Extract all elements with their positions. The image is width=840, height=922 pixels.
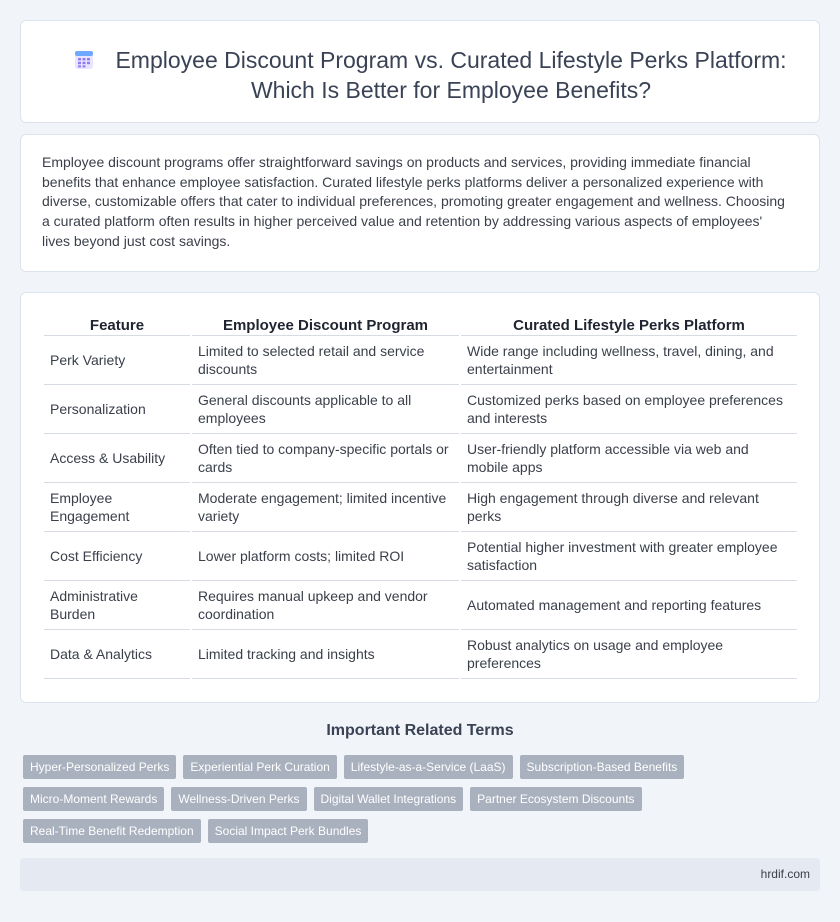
tag-row [23,819,803,843]
table-row [44,434,797,483]
feature-cell: Perk Variety [44,336,190,385]
column-header-employee-discount-program: Employee Discount Program [192,315,459,336]
discount-program-cell: Limited to selected retail and service discounts [192,336,459,385]
related-term-tag[interactable]: Hyper-Personalized Perks [23,755,176,779]
related-term-tag[interactable]: Partner Ecosystem Discounts [470,787,641,811]
intro-card [20,134,820,272]
perks-platform-cell: Wide range including wellness, travel, dining, and entertainment [461,336,797,385]
feature-cell: Administrative Burden [44,581,190,630]
discount-program-cell: Limited tracking and insights [192,630,459,679]
column-header-feature: Feature [44,315,190,336]
perks-platform-cell: Automated management and reporting features [461,581,797,630]
related-term-tag[interactable]: Micro-Moment Rewards [23,787,164,811]
comparison-table-card [20,292,820,703]
table-row [44,483,797,532]
table-row [44,336,797,385]
related-terms-list [23,755,803,851]
comparison-table [42,315,799,679]
page-title: Employee Discount Program vs. Curated Lifestyle Perks Platform: Which Is Better for Employee Benefits? [115,47,787,103]
table-row [44,581,797,630]
table-row [44,630,797,679]
related-term-tag[interactable]: Digital Wallet Integrations [314,787,464,811]
site-name[interactable]: hrdif.com [760,867,810,881]
related-term-tag[interactable]: Lifestyle-as-a-Service (LaaS) [344,755,513,779]
feature-cell: Cost Efficiency [44,532,190,581]
table-header-row [44,315,797,336]
feature-cell: Data & Analytics [44,630,190,679]
title-card [20,20,820,123]
related-term-tag[interactable]: Social Impact Perk Bundles [208,819,369,843]
feature-cell: Personalization [44,385,190,434]
perks-platform-cell: High engagement through diverse and relevant perks [461,483,797,532]
discount-program-cell: Moderate engagement; limited incentive variety [192,483,459,532]
tag-row [23,755,803,779]
discount-program-cell: Requires manual upkeep and vendor coordination [192,581,459,630]
column-header-curated-lifestyle-perks-platform: Curated Lifestyle Perks Platform [461,315,797,336]
perks-platform-cell: Customized perks based on employee preferences and interests [461,385,797,434]
related-term-tag[interactable]: Wellness-Driven Perks [171,787,306,811]
perks-platform-cell: Robust analytics on usage and employee preferences [461,630,797,679]
related-term-tag[interactable]: Experiential Perk Curation [183,755,336,779]
perks-platform-cell: User-friendly platform accessible via web and mobile apps [461,434,797,483]
related-terms-heading: Important Related Terms [326,722,514,739]
table-row [44,532,797,581]
intro-paragraph: Employee discount programs offer straightforward savings on products and services, providing immediate financial benefits that enhance employee satisfaction. Curated lifestyle perks platforms deliver a personalized experience with diverse, customizable offers that cater to individual preferences, promoting greater engagement and wellness. Choosing a curated platform often results in higher perceived value and retention by addressing various aspects of employees' lives beyond just cost savings. [42,154,785,249]
discount-program-cell: Lower platform costs; limited ROI [192,532,459,581]
discount-program-cell: Often tied to company-specific portals or cards [192,434,459,483]
feature-cell: Access & Usability [44,434,190,483]
related-term-tag[interactable]: Subscription-Based Benefits [520,755,685,779]
tag-row [23,787,803,811]
footer-bar [20,858,820,891]
table-row [44,385,797,434]
calendar-icon [72,48,96,72]
feature-cell: Employee Engagement [44,483,190,532]
perks-platform-cell: Potential higher investment with greater employee satisfaction [461,532,797,581]
discount-program-cell: General discounts applicable to all employees [192,385,459,434]
related-term-tag[interactable]: Real-Time Benefit Redemption [23,819,201,843]
